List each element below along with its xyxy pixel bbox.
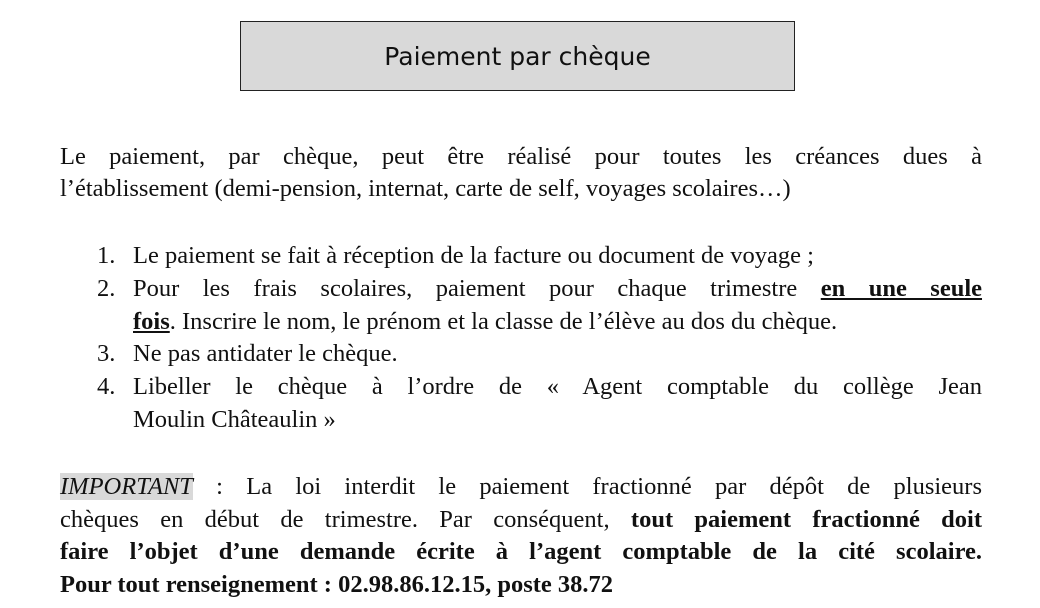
list-number-1: 1.	[97, 242, 116, 269]
list-item-2-line-2	[133, 306, 982, 338]
important-label: IMPORTANT	[60, 473, 193, 500]
important-text: : La loi interdit le paiement fractionné par dépôt de plusieurs	[192, 473, 982, 500]
list-item-2-text: . Inscrire le nom, le prénom et la classe de l’élève au dos du chèque.	[169, 308, 838, 335]
important-bold-text: tout paiement fractionné doit	[630, 506, 982, 533]
list-item-4-line-1: Libeller le chèque à l’ordre de « Agent comptable du collège Jean	[133, 373, 982, 400]
list-item-4-line-2: Moulin Châteaulin »	[133, 406, 336, 433]
page-title: Paiement par chèque	[384, 41, 651, 71]
emphasis-text: en une seule	[820, 275, 983, 302]
important-line-1	[60, 471, 982, 503]
important-line-2	[60, 504, 982, 536]
list-item-3: Ne pas antidater le chèque.	[133, 340, 398, 367]
list-number-2: 2.	[97, 275, 116, 302]
list-item-1: Le paiement se fait à réception de la facture ou document de voyage ;	[133, 242, 814, 269]
list-item-2-text: Pour les frais scolaires, paiement pour chaque trimestre	[133, 275, 798, 302]
intro-line-1: Le paiement, par chèque, peut être réalisé pour toutes les créances dues à	[60, 143, 982, 170]
contact-line: Pour tout renseignement : 02.98.86.12.15, poste 38.72	[60, 571, 614, 598]
emphasis-text: fois	[133, 308, 170, 335]
list-number-4: 4.	[97, 373, 116, 400]
intro-line-2: l’établissement (demi-pension, internat, carte de self, voyages scolaires…)	[60, 175, 791, 202]
important-text: chèques en début de trimestre. Par conséquent,	[60, 506, 631, 533]
title-box	[240, 21, 795, 91]
list-number-3: 3.	[97, 340, 116, 367]
important-line-3: faire l’objet d’une demande écrite à l’agent comptable de la cité scolaire.	[60, 538, 982, 565]
list-item-2-line-1	[133, 273, 982, 305]
